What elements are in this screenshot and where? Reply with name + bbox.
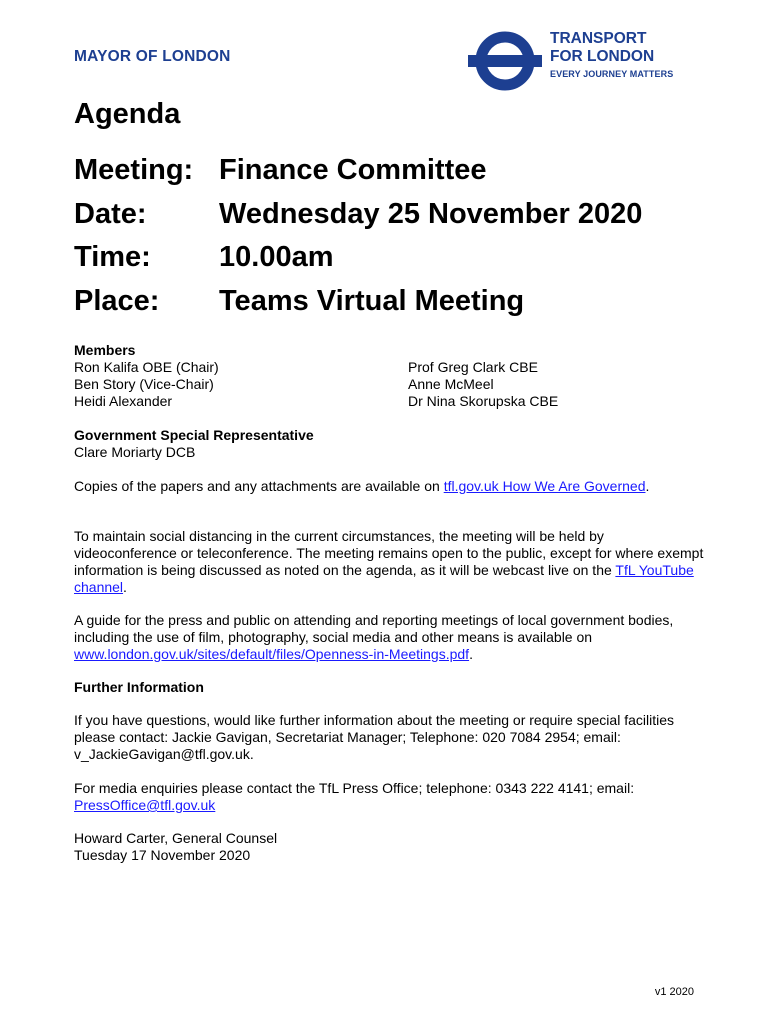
signoff [74,830,704,864]
members-heading: Members [74,342,136,358]
guide-end: . [469,646,473,662]
gov-rep-heading: Government Special Representative [74,427,314,443]
youtube-channel-link[interactable]: TfL YouTube channel [74,562,694,595]
place-value: Teams Virtual Meeting [219,284,525,317]
copies-paragraph [74,478,654,495]
tfl-logo-line2: FOR LONDON [550,48,655,65]
page-title: Agenda [74,98,181,130]
media-paragraph [74,780,704,814]
copies-end: . [645,478,650,494]
guide-text: A guide for the press and public on attending and reporting meetings of local government bodies, including the use of film, photography, social media and other means is available on [74,612,674,645]
gov-rep-section [74,427,704,461]
how-we-are-governed-link[interactable]: tfl.gov.uk How We Are Governed [443,478,646,494]
further-info-heading: Further Information [74,679,204,695]
distancing-text: To maintain social distancing in the current circumstances, the meeting will be held by videoconference or teleconference. The meeting remains open to the public, except for where exempt information is being discussed as noted on the agenda, as it will be webcast live on the [74,528,704,578]
signoff-name: Howard Carter, General Counsel [74,830,278,846]
member-name: Dr Nina Skorupska CBE [408,393,559,409]
tfl-tagline: EVERY JOURNEY MATTERS [550,69,674,79]
mayor-of-london-logo: MAYOR OF LONDON [74,48,231,65]
copies-text: Copies of the papers and any attachments are available on [74,478,444,494]
tfl-roundel-icon [466,30,544,92]
member-name: Heidi Alexander [74,393,173,409]
member-name: Prof Greg Clark CBE [408,359,538,375]
date-label: Date: [74,197,147,230]
time-value: 10.00am [219,241,334,273]
version-label: v1 2020 [654,986,694,998]
distancing-end: . [123,579,127,595]
time-label: Time: [74,241,151,273]
members-left-column [74,359,219,410]
date-value: Wednesday 25 November 2020 [219,197,643,230]
member-name: Ben Story (Vice-Chair) [74,376,214,392]
further-info-paragraph: If you have questions, would like further information about the meeting or require special facilities please contact: Jackie Gavigan, Secretariat Manager; Telephone: 020 7084 2954; email: v_JackieGavigan@tfl.gov.uk. [74,712,674,762]
press-office-email-link[interactable]: PressOffice@tfl.gov.uk [74,797,216,813]
members-right-column [408,359,558,410]
meeting-label: Meeting: [74,154,194,186]
tfl-logo-line1: TRANSPORT [550,30,647,47]
distancing-paragraph [74,528,704,596]
meeting-value: Finance Committee [219,154,487,186]
gov-rep-name: Clare Moriarty DCB [74,444,196,460]
openness-in-meetings-link[interactable]: www.london.gov.uk/sites/default/files/Openness-in-Meetings.pdf [74,646,470,662]
media-text: For media enquiries please contact the TfL Press Office; telephone: 0343 222 4141; email: [74,780,635,796]
guide-paragraph [74,612,704,663]
member-name: Anne McMeel [408,376,494,392]
tfl-logo-text [550,30,673,82]
members-section [74,342,704,412]
place-label: Place: [74,284,160,317]
member-name: Ron Kalifa OBE (Chair) [74,359,219,375]
signoff-date: Tuesday 17 November 2020 [74,847,251,863]
